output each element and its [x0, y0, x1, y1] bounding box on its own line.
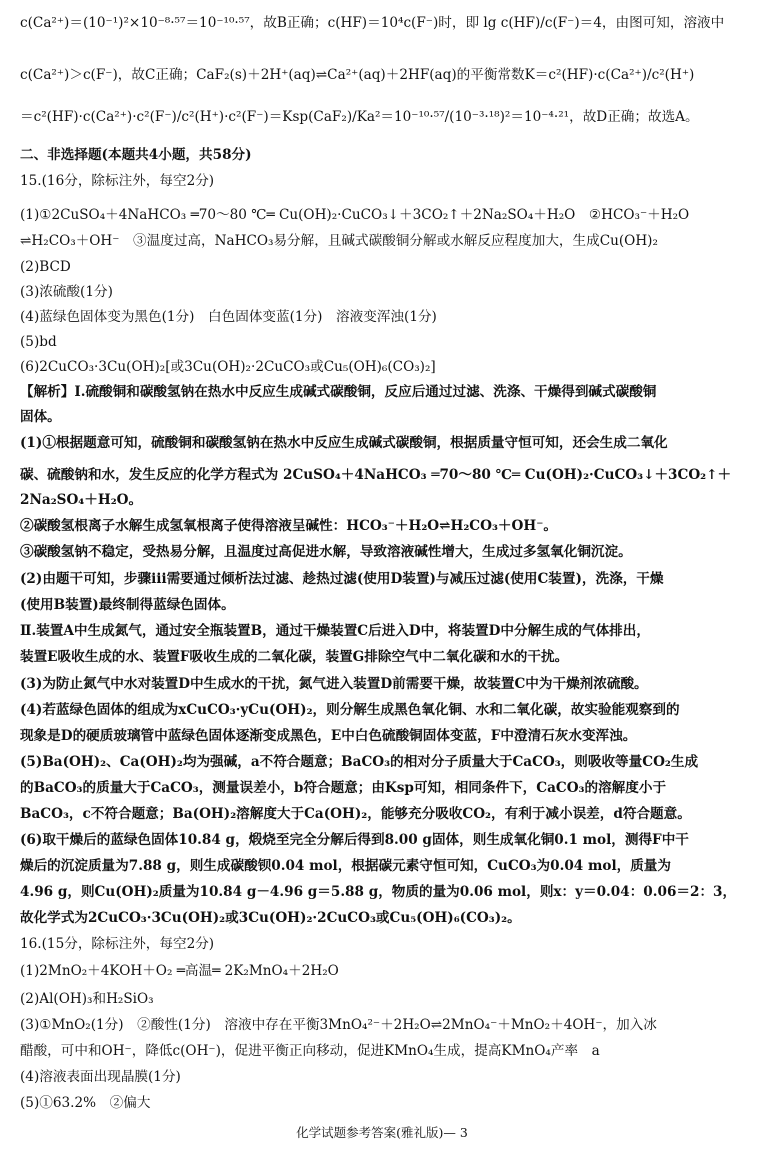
text-line: c(Ca²⁺)＝(10⁻¹)²×10⁻⁸·⁵⁷＝10⁻¹⁰·⁵⁷，故B正确；c(HF)＝10⁴c(F⁻)时，即 lg c(HF)/c(F⁻)＝4，由图可知，溶液中 [20, 15, 725, 31]
page-footer: 化学试题参考答案(雅礼版)— 3 [296, 1125, 468, 1140]
analysis-line: (3)为防止氮气中水对装置D中生成水的干扰，氮气进入装置D前需要干燥，故装置C中为干燥剂浓硫酸。 [20, 676, 648, 692]
text-line: (6)2CuCO₃·3Cu(OH)₂[或3Cu(OH)₂·2CuCO₃或Cu₅(OH)₆(CO₃)₂] [20, 359, 436, 375]
analysis-line: 4.96 g，则Cu(OH)₂质量为10.84 g－4.96 g＝5.88 g，物质的量为0.06 mol，则x：y＝0.04：0.06＝2：3， [20, 884, 737, 900]
text-line: (1)①2CuSO₄＋4NaHCO₃ ═70～80 ℃═ Cu(OH)₂·CuCO₃↓＋3CO₂↑＋2Na₂SO₄＋H₂O ②HCO₃⁻＋H₂O [20, 207, 690, 223]
text-line: ＝c²(HF)·c(Ca²⁺)·c²(F⁻)/c²(H⁺)·c²(F⁻)＝Ksp(CaF₂)/Ka²＝10⁻¹⁰·⁵⁷/(10⁻³·¹⁸)²＝10⁻⁴·²¹，故D正确；故选A。 [20, 109, 699, 125]
analysis-line: 燥后的沉淀质量为7.88 g，则生成碳酸钡0.04 mol，根据碳元素守恒可知，CuCO₃为0.04 mol，质量为 [20, 858, 671, 874]
text-line: (3)浓硫酸(1分) [20, 284, 113, 300]
analysis-line: 的BaCO₃的质量大于CaCO₃，测量误差小，b符合题意；由Ksp可知，相同条件下，CaCO₃的溶解度小于 [20, 780, 667, 796]
text-line: (5)①63.2% ②偏大 [20, 1095, 151, 1111]
analysis-line: ③碳酸氢钠不稳定，受热易分解，且温度过高促进水解，导致溶液碱性增大，生成过多氢氧化铜沉淀。 [20, 544, 632, 560]
text-line: (3)①MnO₂(1分) ②酸性(1分) 溶液中存在平衡3MnO₄²⁻＋2H₂O⇌2MnO₄⁻＋MnO₂＋4OH⁻，加入冰 [20, 1017, 657, 1033]
analysis-line: (使用B装置)最终制得蓝绿色固体。 [20, 597, 235, 613]
analysis-line: 2Na₂SO₄＋H₂O。 [20, 492, 143, 508]
question-heading: 15.(16分，除标注外，每空2分) [20, 173, 215, 189]
analysis-line: Ⅱ.装置A中生成氮气，通过安全瓶装置B，通过干燥装置C后进入D中，将装置D中分解生成的气体排出， [20, 623, 650, 639]
analysis-line: 故化学式为2CuCO₃·3Cu(OH)₂或3Cu(OH)₂·2CuCO₃或Cu₅(OH)₆(CO₃)₂。 [20, 910, 521, 926]
analysis-line: 装置E吸收生成的水、装置F吸收生成的二氧化碳，装置G排除空气中二氧化碳和水的干扰。 [20, 649, 569, 665]
text-line: (4)蓝绿色固体变为黑色(1分) 白色固体变蓝(1分) 溶液变浑浊(1分) [20, 309, 437, 325]
section-heading: 二、非选择题(本题共4小题，共58分) [20, 147, 252, 163]
analysis-line: 【解析】Ⅰ.硫酸铜和碳酸氢钠在热水中反应生成碱式碳酸铜，反应后通过过滤、洗涤、干燥得到碱式碳酸铜 [20, 384, 657, 400]
text-line: (2)BCD [20, 259, 71, 275]
analysis-line: (5)Ba(OH)₂、Ca(OH)₂均为强碱，a不符合题意；BaCO₃的相对分子质量大于CaCO₃，则吸收等量CO₂生成 [20, 754, 699, 770]
analysis-line: 现象是D的硬质玻璃管中蓝绿色固体逐渐变成黑色，E中白色硫酸铜固体变蓝，F中澄清石灰水变浑浊。 [20, 728, 637, 744]
text-line: (1)2MnO₂＋4KOH＋O₂ ═高温═ 2K₂MnO₄＋2H₂O [20, 963, 339, 979]
analysis-line: (6)取干燥后的蓝绿色固体10.84 g，煅烧至完全分解后得到8.00 g固体，则生成氧化铜0.1 mol，测得F中干 [20, 832, 689, 848]
text-line: (2)Al(OH)₃和H₂SiO₃ [20, 991, 154, 1007]
analysis-line: BaCO₃，c不符合题意；Ba(OH)₂溶解度大于Ca(OH)₂，能够充分吸收CO₂，有利于减小误差，d符合题意。 [20, 806, 691, 822]
analysis-line: (2)由题干可知，步骤ⅲ需要通过倾析法过滤、趁热过滤(使用D装置)与减压过滤(使用C装置)，洗涤，干燥 [20, 571, 664, 587]
question-heading: 16.(15分，除标注外，每空2分) [20, 936, 215, 952]
text-line: 醋酸，可中和OH⁻，降低c(OH⁻)，促进平衡正向移动，促进KMnO₄生成，提高KMnO₄产率 a [20, 1043, 600, 1059]
analysis-line: (1)①根据题意可知，硫酸铜和碳酸氢钠在热水中反应生成碱式碳酸铜，根据质量守恒可知，还会生成二氧化 [20, 435, 668, 451]
text-line: (4)溶液表面出现晶膜(1分) [20, 1069, 181, 1085]
analysis-line: 碳、硫酸钠和水，发生反应的化学方程式为 2CuSO₄＋4NaHCO₃ ═70～80 ℃═ Cu(OH)₂·CuCO₃↓＋3CO₂↑＋ [20, 467, 732, 483]
analysis-line: (4)若蓝绿色固体的组成为xCuCO₃·yCu(OH)₂，则分解生成黑色氧化铜、水和二氧化碳，故实验能观察到的 [20, 702, 680, 718]
analysis-line: ②碳酸氢根离子水解生成氢氧根离子使得溶液呈碱性：HCO₃⁻＋H₂O⇌H₂CO₃＋OH⁻。 [20, 518, 557, 534]
text-line: ⇌H₂CO₃＋OH⁻ ③温度过高，NaHCO₃易分解，且碱式碳酸铜分解或水解反应程度加大，生成Cu(OH)₂ [20, 233, 658, 249]
analysis-line: 固体。 [20, 409, 61, 425]
text-line: (5)bd [20, 334, 57, 350]
text-line: c(Ca²⁺)＞c(F⁻)，故C正确；CaF₂(s)＋2H⁺(aq)⇌Ca²⁺(aq)＋2HF(aq)的平衡常数K＝c²(HF)·c(Ca²⁺)/c²(H⁺) [20, 67, 695, 83]
